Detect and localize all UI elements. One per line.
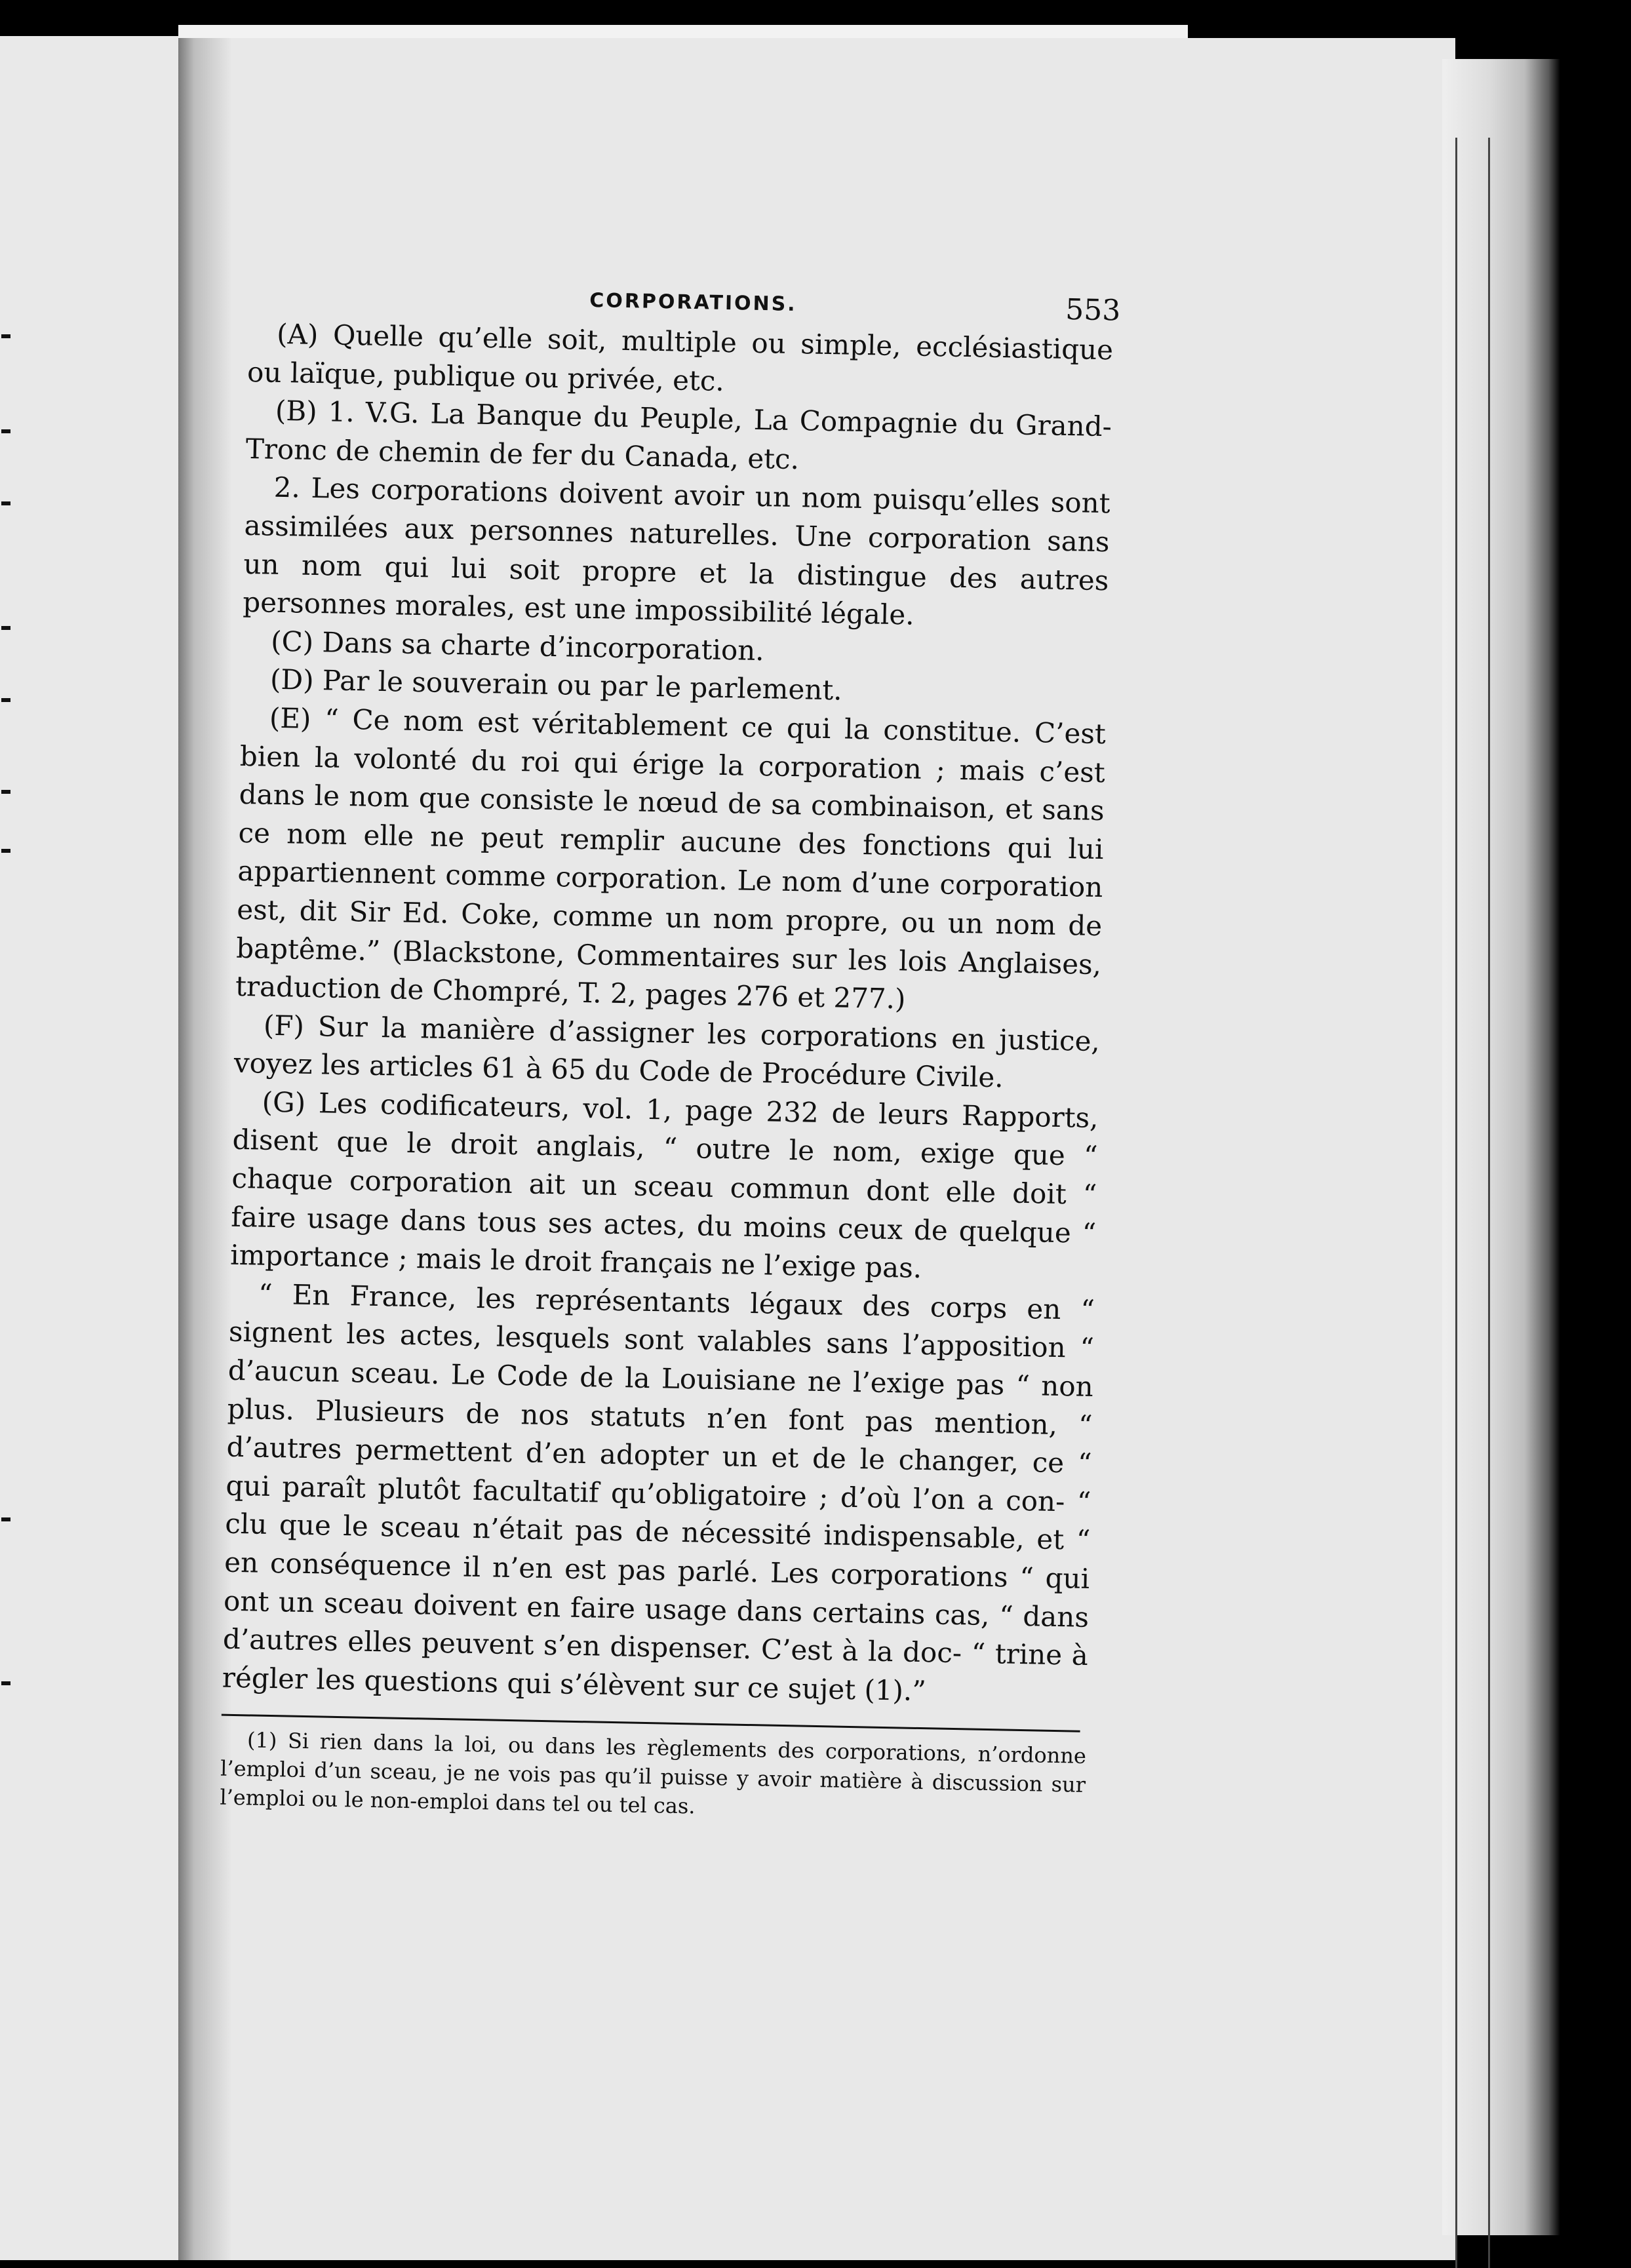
note-b: (B) 1. V.G. La Banque du Peuple, La Compagnie du Grand-Tronc de chemin de fer du Canada, etc. — [245, 394, 1112, 475]
page-top-edge — [178, 25, 1188, 38]
note-g: (G) Les codificateurs, vol. 1, page 232 de leurs Rapports, disent que le droit anglais, “ outre le nom, exige que “ chaque corporation ait un sceau commun dont elle doit “ faire usage dans tous ses actes, du moins ceux de quelque “ importance ; mais le droit français ne l’exige pas. — [229, 1085, 1099, 1285]
note-e: (E) “ Ce nom est véritablement ce qui la constitue. C’est bien la volonté du roi qui érige la corporation ; mais c’est dans le nom que consiste le nœud de sa combinaison, et sans ce nom elle ne peut remplir aucune des fonctions qui lui appartiennent comme corporation. Le nom d’une corporation est, dit Sir Ed. Coke, comme un nom propre, ou un nom de baptême.” (Blackstone, Commentaires sur les lois Anglaises, traduction de Chompré, T. 2, pages 276 et 277.) — [235, 701, 1107, 1015]
facing-page-edge — [0, 36, 178, 2260]
page-stack-edge — [1442, 59, 1560, 2235]
quotation-continued: “ En France, les représentants légaux des corps en “ signent les actes, lesquels sont valables sans l’apposition “ d’aucun sceau. Le Code de la Louisiane ne l’exige pas “ non plus. Plusieurs de nos statuts n’en font pas mention, “ d’autres permettent d’en adopter un et de le changer, ce “ qui paraît plutôt facultatif qu’obligatoire ; d’où l’on a con- “ clu que le sceau n’était pas de nécessité indispensable, et “ en conséquence il n’en est pas parlé. Les corporations “ qui ont un sceau doivent en faire usage dans certains cas, “ dans d’autres elles peuvent s’en dispenser. C’est à la doc- “ trine à régler les questions qui s’élèvent sur ce sujet (1).” — [222, 1278, 1095, 1708]
margin-mark — [1, 790, 10, 794]
margin-mark — [1, 626, 10, 630]
running-title: CORPORATIONS. — [589, 288, 797, 317]
margin-mark — [1, 501, 10, 505]
note-a: (A) Quelle qu’elle soit, multiple ou simple, ecclésiastique ou laïque, publique ou privée, etc. — [246, 317, 1114, 397]
note-d: (D) Par le souverain ou par le parlement. — [269, 663, 843, 707]
page-number: 553 — [1065, 292, 1121, 328]
page-text — [220, 275, 1121, 1828]
margin-mark — [1, 334, 10, 338]
margin-mark — [1, 849, 10, 853]
note-c: (C) Dans sa charte d’incorporation. — [270, 625, 765, 667]
page-edge-line — [1455, 138, 1457, 2268]
page-edge-line — [1488, 138, 1490, 2268]
margin-mark — [1, 1681, 10, 1685]
footnote: (1) Si rien dans la loi, ou dans les règlements des corporations, n’ordonne l’emploi d’un sceau, je ne vois pas qu’il puisse y avoir matière à discussion sur l’emploi ou le non-emploi dans tel ou tel cas. — [220, 1727, 1087, 1819]
paragraph-2: 2. Les corporations doivent avoir un nom puisqu’elles sont assimilées aux personnes naturelles. Une corporation sans un nom qui lui soit propre et la distingue des autres personnes morales, est une impossibilité légale. — [242, 471, 1111, 631]
book-spine-shadow — [178, 38, 231, 2260]
note-f: (F) Sur la manière d’assigner les corporations en justice, voyez les articles 61 à 65 du Code de Procédure Civile. — [233, 1009, 1101, 1094]
margin-mark — [1, 698, 10, 702]
margin-mark — [1, 1517, 10, 1521]
margin-mark — [1, 429, 10, 433]
